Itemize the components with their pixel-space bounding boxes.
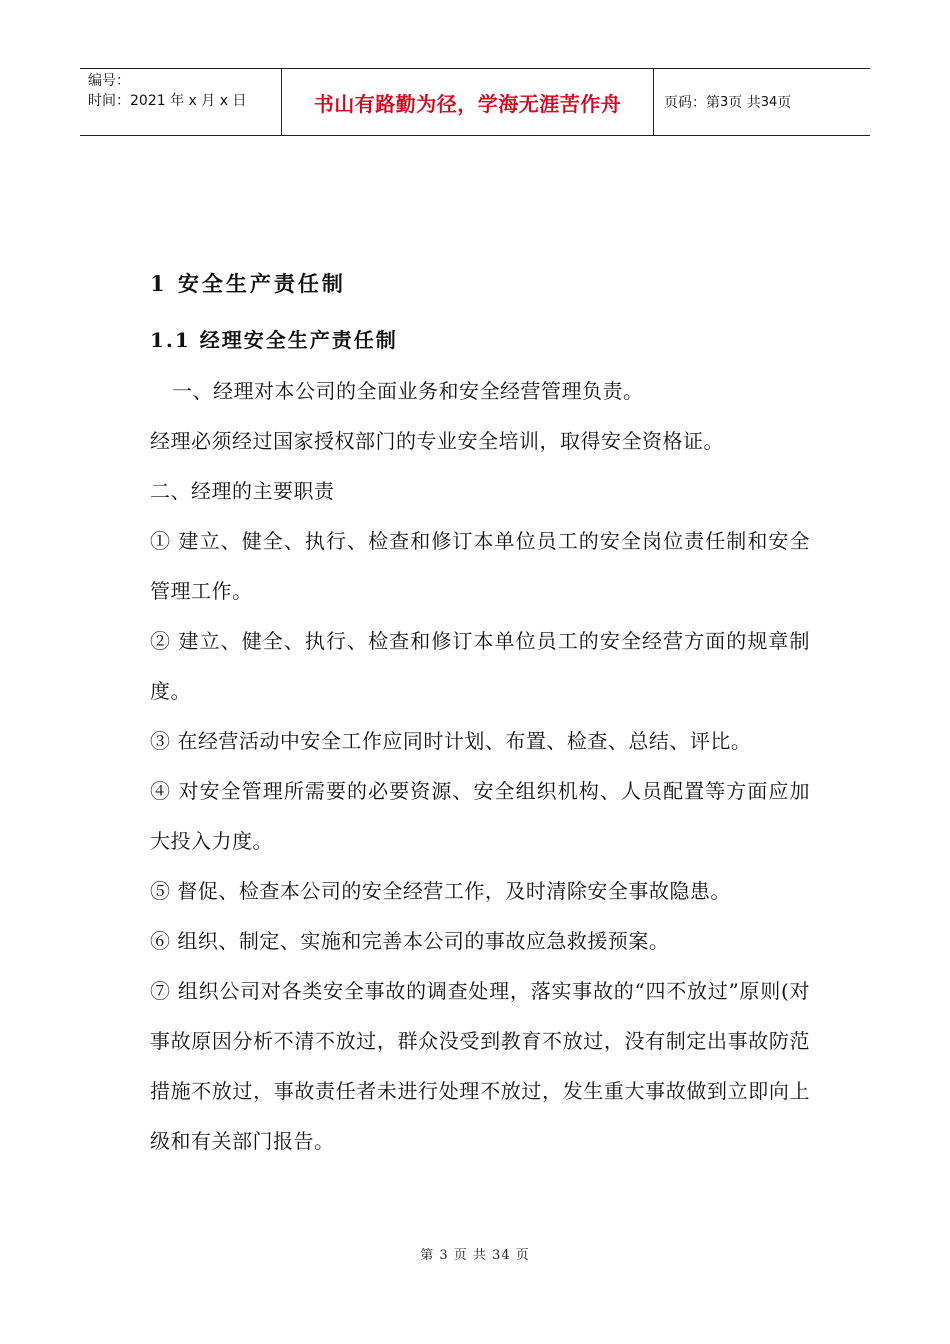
page-current: 3 <box>720 94 729 110</box>
document-header <box>80 68 870 136</box>
time-label: 时间：2021 年 x 月 x 日 <box>88 93 247 109</box>
list-item: ① 建立、健全、执行、检查和修订本单位员工的安全岗位责任制和安全管理工作。 <box>150 529 810 603</box>
number-label: 编号： <box>88 73 130 89</box>
list-item: ④ 对安全管理所需要的必要资源、安全组织机构、人员配置等方面应加大投入力度。 <box>150 779 810 853</box>
list-item: ⑥ 组织、制定、实施和完善本公司的事故应急救援预案。 <box>150 929 670 953</box>
paragraph: 二、经理的主要职责 <box>150 479 335 503</box>
list-item: ② 建立、健全、执行、检查和修订本单位员工的安全经营方面的规章制度。 <box>150 629 810 703</box>
page-footer: 第 3 页 共 34 页 <box>420 1248 530 1263</box>
page-suffix: 页 <box>777 95 792 111</box>
paragraph: 一、经理对本公司的全面业务和安全经营管理负责。 <box>172 379 644 403</box>
page-total: 34 <box>760 94 778 110</box>
page-mid: 页 共 <box>728 95 761 111</box>
header-meta <box>80 69 282 135</box>
page-prefix: 页码：第 <box>664 95 720 111</box>
section-heading: 1 安全生产责任制 <box>150 271 346 296</box>
list-item: ⑦ 组织公司对各类安全事故的调查处理，落实事故的“四不放过”原则(对事故原因分析不清不放过，群众没受到教育不放过，没有制定出事故防范措施不放过，事故责任者未进行处理不放过，发生重大事故做到立即向上级和有关部门报告。 <box>150 979 810 1153</box>
paragraph: 经理必须经过国家授权部门的专业安全培训，取得安全资格证。 <box>150 429 724 453</box>
subsection-heading: 1.1 经理安全生产责任制 <box>150 328 398 352</box>
header-motto: 书山有路勤为径，学海无涯苦作舟 <box>282 69 654 135</box>
list-item: ⑤ 督促、检查本公司的安全经营工作，及时清除安全事故隐患。 <box>150 879 731 903</box>
header-page-info <box>654 69 870 135</box>
list-item: ③ 在经营活动中安全工作应同时计划、布置、检查、总结、评比。 <box>150 729 752 753</box>
document-body <box>150 262 810 1166</box>
